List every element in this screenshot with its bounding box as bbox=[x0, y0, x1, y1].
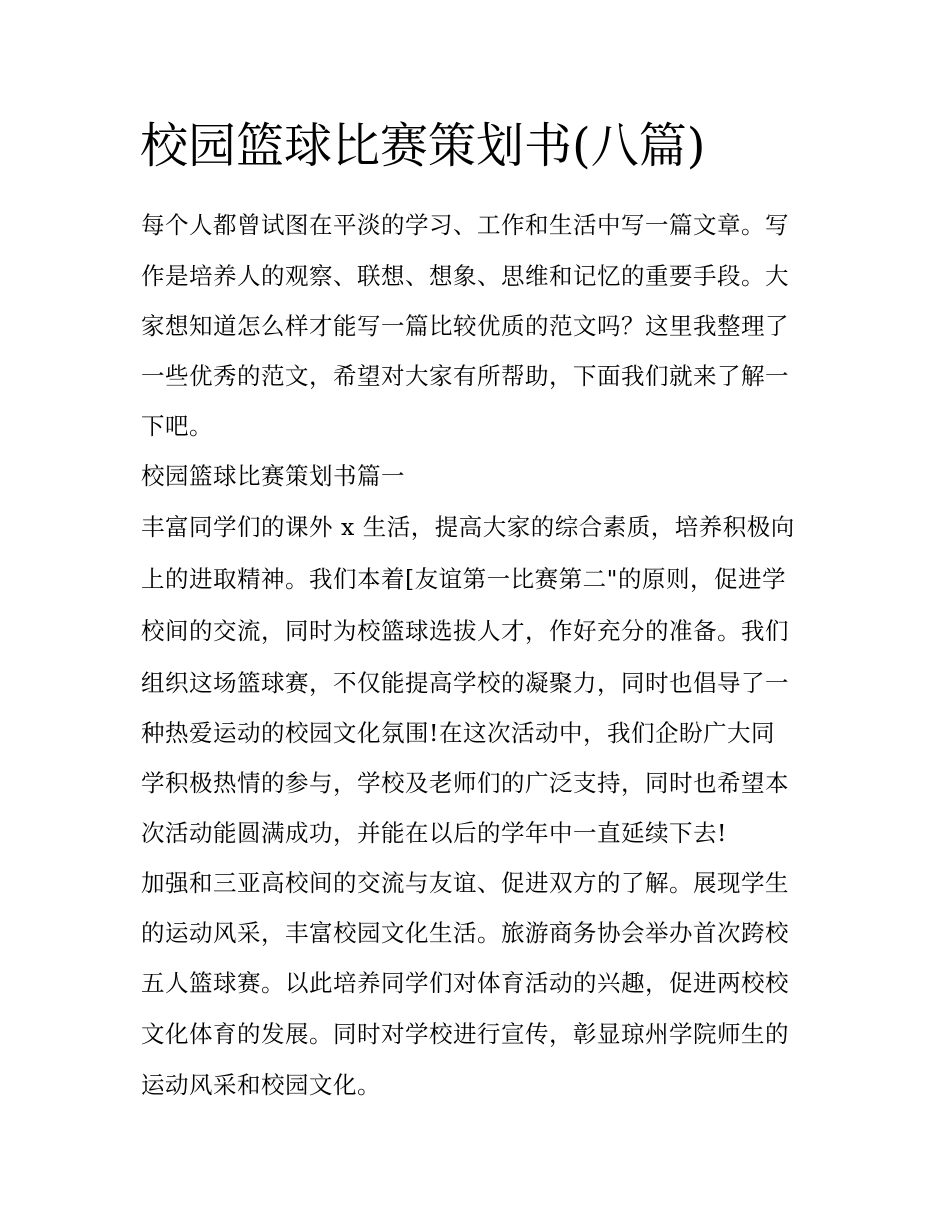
text-line: 校间的交流，同时为校篮球选拔人才，作好充分的准备。我们 bbox=[141, 617, 789, 645]
text-line: 家想知道怎么样才能写一篇比较优质的范文吗？这里我整理了 bbox=[141, 312, 789, 340]
text-line: 组织这场篮球赛，不仅能提高学校的凝聚力，同时也倡导了一 bbox=[141, 669, 789, 697]
text-line: 文化体育的发展。同时对学校进行宣传，彰显琼州学院师生的 bbox=[141, 1020, 789, 1048]
text-line: 种热爱运动的校园文化氛围!在这次活动中，我们企盼广大同 bbox=[141, 719, 775, 747]
text-line: 五人篮球赛。以此培养同学们对体育活动的兴趣，促进两校校 bbox=[141, 969, 789, 997]
text-line: 丰富同学们的课外 x 生活，提高大家的综合素质，培养积极向 bbox=[141, 513, 795, 541]
text-line: 运动风采和校园文化。 bbox=[141, 1071, 381, 1099]
text-line: 学积极热情的参与，学校及老师们的广泛支持，同时也希望本 bbox=[141, 769, 789, 797]
section-heading: 校园篮球比赛策划书篇一 bbox=[141, 462, 405, 490]
text-line: 作是培养人的观察、联想、想象、思维和记忆的重要手段。大 bbox=[141, 262, 789, 290]
text-line: 上的进取精神。我们本着[友谊第一比赛第二"的原则，促进学 bbox=[141, 565, 786, 593]
text-line: 次活动能圆满成功，并能在以后的学年中一直延续下去! bbox=[141, 819, 727, 847]
text-line: 的运动风采，丰富校园文化生活。旅游商务协会举办首次跨校 bbox=[141, 919, 789, 947]
text-line: 加强和三亚高校间的交流与友谊、促进双方的了解。展现学生 bbox=[141, 869, 789, 897]
text-line: 一些优秀的范文，希望对大家有所帮助，下面我们就来了解一 bbox=[141, 362, 789, 390]
text-line: 每个人都曾试图在平淡的学习、工作和生活中写一篇文章。写 bbox=[141, 211, 789, 239]
document-title: 校园篮球比赛策划书(八篇) bbox=[140, 118, 706, 174]
text-line: 下吧。 bbox=[141, 412, 213, 440]
